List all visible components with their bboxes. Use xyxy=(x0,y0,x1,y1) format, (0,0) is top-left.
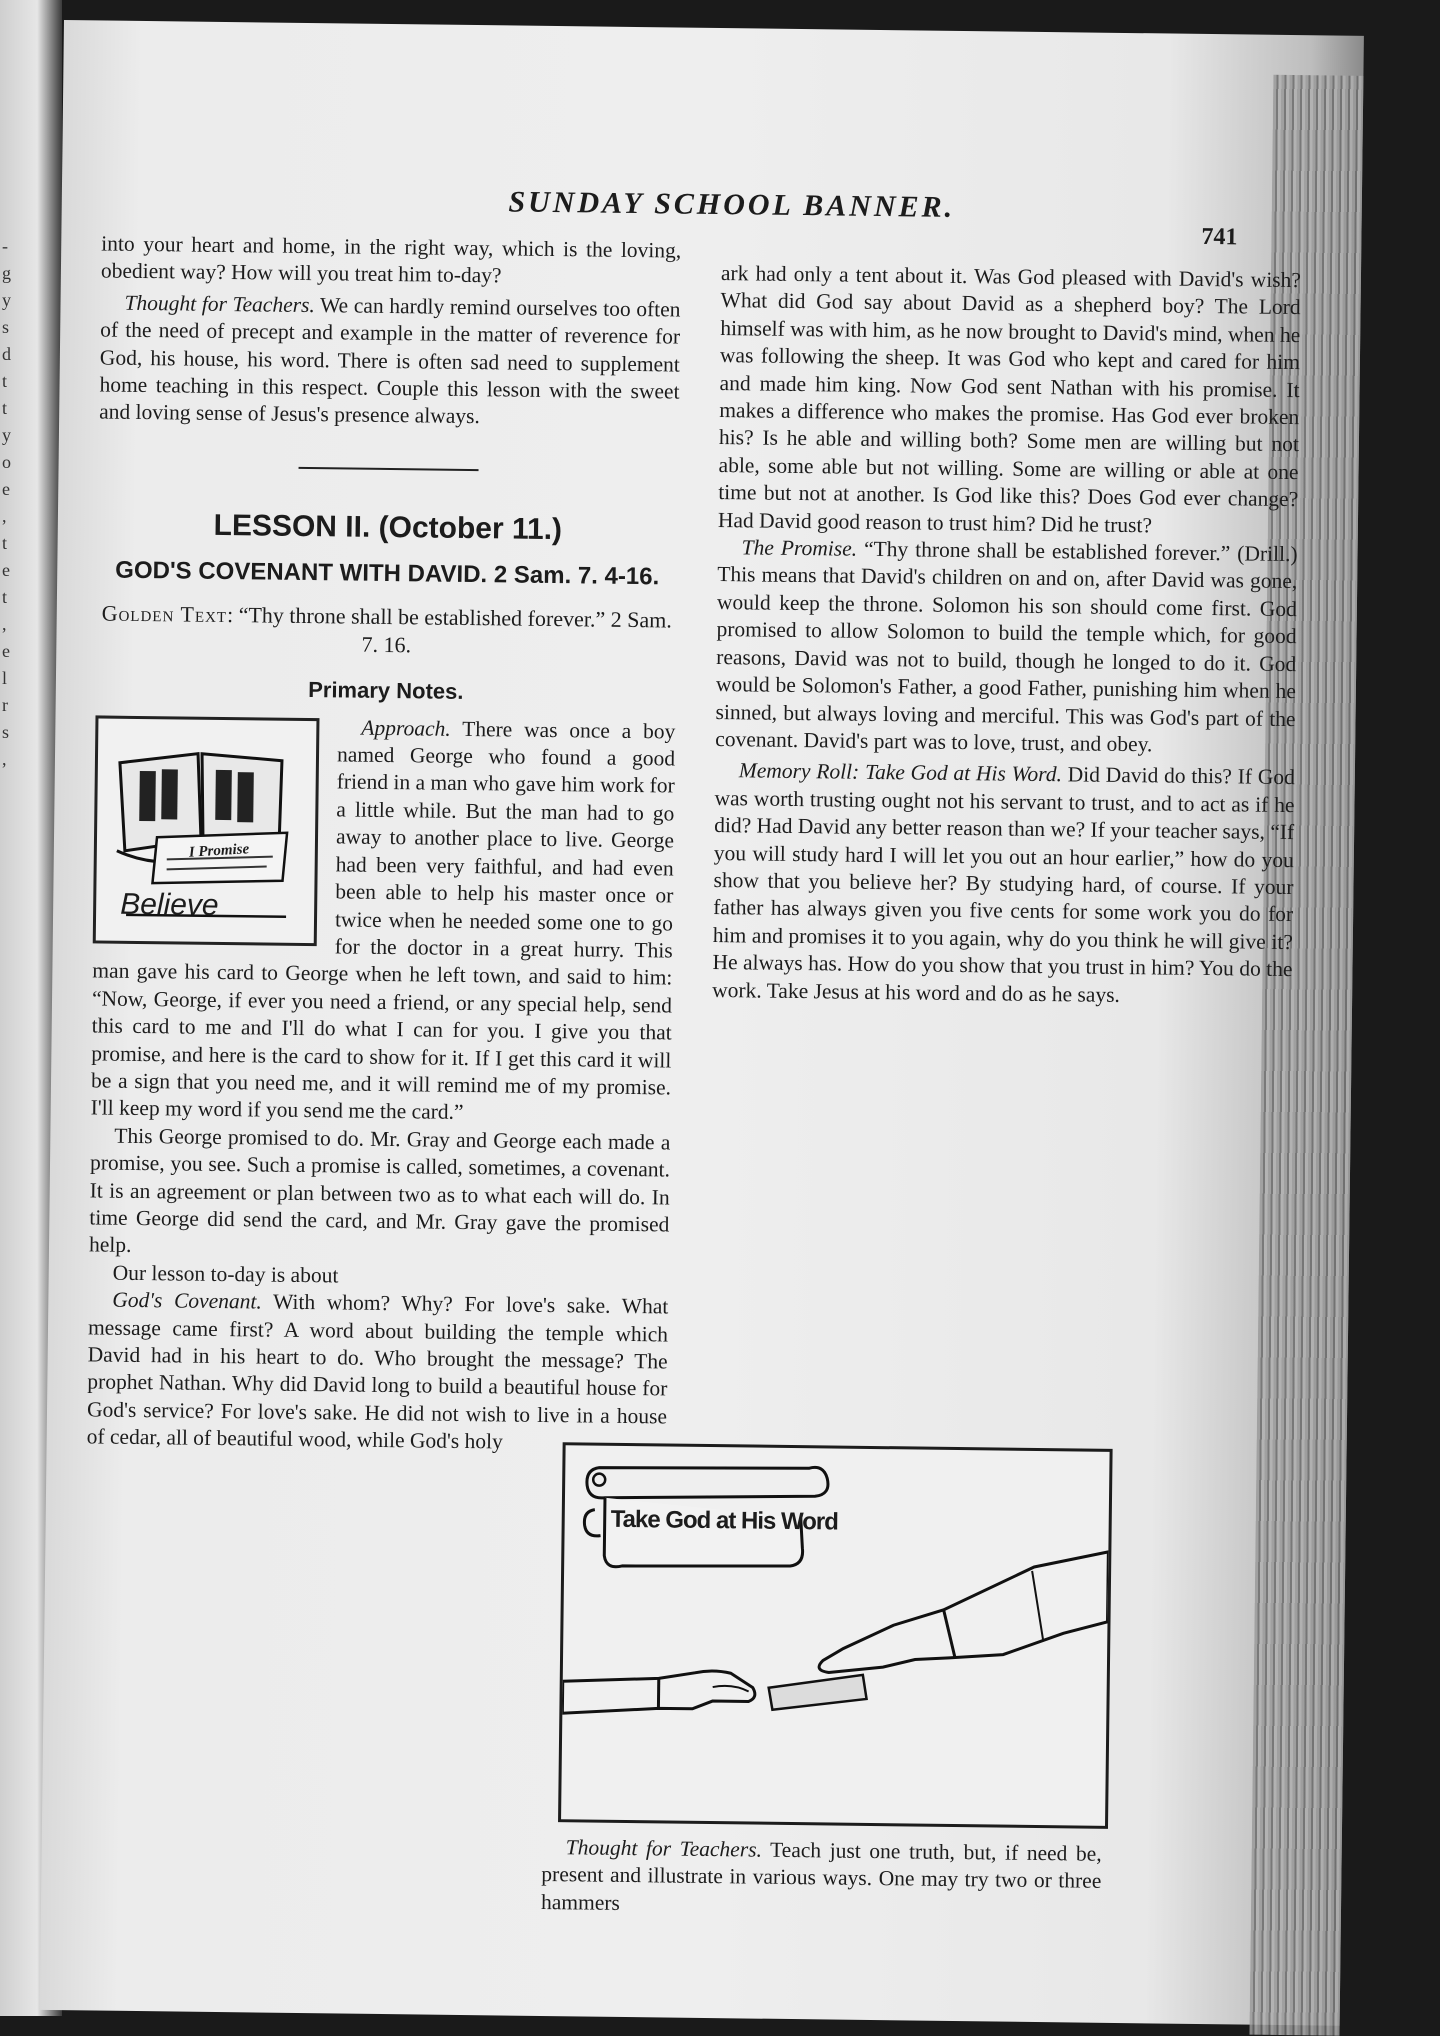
book-illustration xyxy=(93,715,320,946)
left-page-fragment: , xyxy=(2,749,7,770)
left-page-fragment: , xyxy=(2,506,7,527)
approach-text: There was once a boy named George who found a good friend in a man who gave him work for a little while. But the man had to go away to another place to live. George had been very faithful, and had even been able to help his master once or twice when he needed some one to go for the doctor in a great hurry. This man gave his card to George when he left town, and said to him: “Now, George, if ever you need a friend, or any special help, send this card to me and I'll do what I can for you. I give you that promise, and here is the card to show for it. If I get this card it will be a sign that you need me, and it will remind me of my promise. I'll keep my word if you send me the card.” xyxy=(91,716,676,1124)
column-right xyxy=(712,260,1301,1011)
hands-illustration xyxy=(558,1442,1113,1829)
running-header: SUNDAY SCHOOL BANNER. xyxy=(422,184,1042,226)
golden-text-label: Golden Text xyxy=(102,601,228,628)
left-page-fragment: e xyxy=(2,641,10,662)
golden-text-body: : “Thy throne shall be established forever.” 2 Sam. 7. 16. xyxy=(227,602,672,657)
left-page-fragment: - xyxy=(2,236,8,257)
lesson-title: LESSON II. (October 11.) xyxy=(98,510,678,544)
golden-text xyxy=(96,600,677,663)
section-divider xyxy=(299,467,479,471)
left-page-fragment: o xyxy=(2,452,11,473)
thought-text: We can hardly remind ourselves too often of the need of precept and example in the matter of reverence for God, his house, his word. There is often sad need to supplement home teaching in this respect. Couple this lesson with the sweet and loving sense of Jesus's presence always. xyxy=(99,293,681,429)
left-page-fragment: s xyxy=(2,317,9,338)
promise-text: “Thy throne shall be established forever.” (Drill.) This means that David's children on and on, after David was gone, would keep the throne. Solomon his son should come first. God promised to allow Solomon to build the temple which, for good reasons, David was not to build, though he longed to do it. God would be Solomon's Father, a good Father, punishing him when he sinned, but always loving and merciful. This was God's part of the covenant. David's part was to love, trust, and obey. xyxy=(715,537,1298,756)
memory-label: Memory Roll: Take God at His Word. xyxy=(739,759,1062,787)
left-page-fragment: s xyxy=(2,722,9,743)
closing-thought-text: Teach just one truth, but, if need be, present and illustrate in various ways. One may try two or three hammers xyxy=(541,1838,1102,1915)
left-page-fragment: l xyxy=(2,668,7,689)
left-page-fragment: t xyxy=(2,371,7,392)
memory-paragraph xyxy=(712,757,1295,1011)
left-page-fragment: y xyxy=(2,425,11,446)
believe-label: Believe xyxy=(120,890,219,919)
promise-label: The Promise. xyxy=(741,535,857,560)
column-left xyxy=(87,230,682,1458)
scroll-caption: Take God at His Word xyxy=(611,1506,838,1537)
closing-thought-label: Thought for Teachers. xyxy=(566,1835,762,1861)
left-page-fragment: e xyxy=(2,479,10,500)
promise-paragraph xyxy=(715,534,1298,760)
page xyxy=(40,20,1364,2026)
left-page-fragment: t xyxy=(2,398,7,419)
left-page-fragment: y xyxy=(2,290,11,311)
lesson-subject: GOD'S COVENANT WITH DAVID. 2 Sam. 7. 4-16. xyxy=(97,556,677,593)
handshake-card-icon xyxy=(561,1445,1110,1826)
memory-text: Did David do this? If God was worth trusting ought not his servant to trust, and to act as if he did? Had David any better reason than we? If your teacher says, “If you will study hard I will let you out an hour earlier,” how do you show that you believe her? By studying hard, of course. If your father has always given you five cents for some work you do for him and promises it to you again, why do you think he will give it? He always has. How do you show that you trust in him? You do the work. Take Jesus at his word and do as he says. xyxy=(712,763,1295,1007)
covenant-text: With whom? Why? For love's sake. What message came first? A word about building the temple which David had in his heart to do. Who brought the message? The prophet Nathan. Why did David long to build a beautiful house for God's service? For love's sake. He did not wish to live in a house of cedar, all of beautiful wood, while God's holy xyxy=(87,1290,669,1454)
i-promise-label: I Promise xyxy=(188,836,250,867)
approach-label: Approach. xyxy=(361,715,451,740)
page-number: 741 xyxy=(1201,224,1237,251)
left-page-fragment: d xyxy=(2,344,11,365)
left-page-fragment: e xyxy=(2,560,10,581)
thought-paragraph xyxy=(99,289,681,433)
left-page-fragment: g xyxy=(2,263,11,284)
closing-thought xyxy=(541,1834,1102,1923)
covenant-paragraph xyxy=(87,1287,669,1459)
left-page-fragment: r xyxy=(2,695,8,716)
ark-paragraph: ark had only a tent about it. Was God pleased with David's wish? What did God say about David as a shepherd boy? The Lord himself was with him, as he now brought to David's mind, when he was following the sheep. It was God who kept and cared for him and made him king. Now God sent Nathan with his promise. It makes a difference who makes the promise. Has God ever broken his? Is he able and willing both? Some men are willing but not able, some able but not willing. Some are willing or able at one time but not at another. Is God like this? Does God ever change? Had David good reason to trust him? Did he trust? xyxy=(718,260,1301,541)
closing-thought-paragraph xyxy=(541,1834,1102,1923)
left-page-fragment: t xyxy=(2,533,7,554)
intro-paragraph: into your heart and home, in the right way, which is the loving, obedient way? How will you treat him to-day? xyxy=(101,230,682,292)
left-page-fragment: t xyxy=(2,587,7,608)
lesson-intro-line: Our lesson to-day is about xyxy=(89,1259,669,1293)
thought-label: Thought for Teachers. xyxy=(124,291,315,317)
george-paragraph: This George promised to do. Mr. Gray and George each made a promise, you see. Such a promise is called, sometimes, a covenant. It is an agreement or plan between two as to what each will do. In time George did send the card, and Mr. Gray gave the promised help. xyxy=(89,1122,671,1266)
covenant-label: God's Covenant. xyxy=(112,1288,262,1314)
left-page-fragment: , xyxy=(2,614,7,635)
primary-notes-heading: Primary Notes. xyxy=(96,674,676,708)
